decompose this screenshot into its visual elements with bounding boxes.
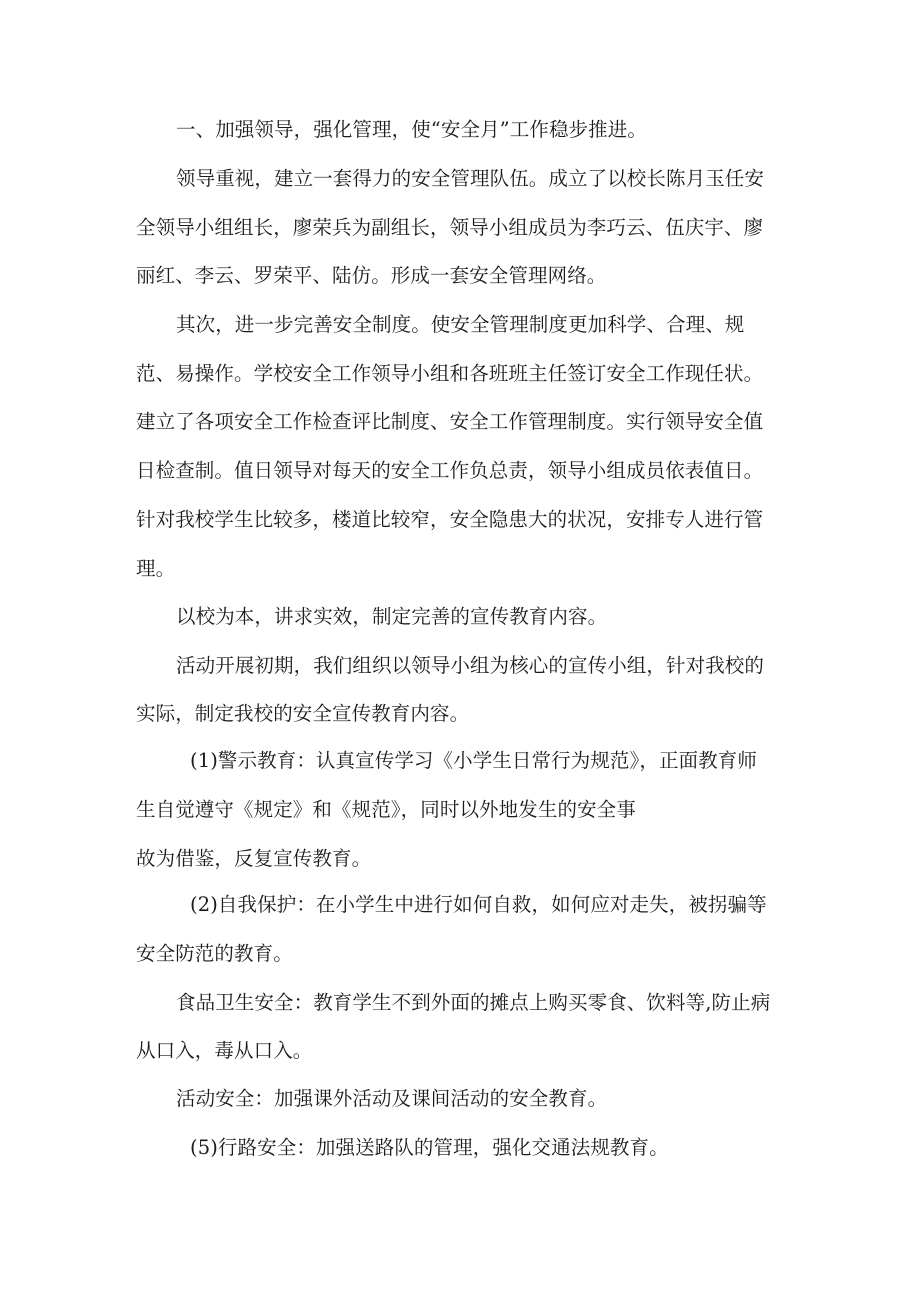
paragraph-line: 针对我校学生比较多，楼道比较窄，安全隐患大的状况，安排专人进行管 [136,508,764,531]
paragraph-line: 其次，进一步完善安全制度。使安全管理制度更加科学、合理、规 [176,313,745,336]
list-item-line: (1)警示教育：认真宣传学习《小学生日常行为规范》，正面教育师 [190,749,757,772]
list-item-line: (2)自我保护：在小学生中进行如何自救，如何应对走失，被拐骗等 [190,893,767,916]
paragraph-line: 从口入，毒从口入。 [136,1039,313,1062]
list-item-line: 食品卫生安全：教育学生不到外面的摊点上购买零食、饮料等,防止病 [176,991,771,1014]
list-item-line: (5)行路安全：加强送路队的管理，强化交通法规教育。 [190,1136,669,1159]
paragraph-line: 实际，制定我校的安全宣传教育内容。 [136,702,470,725]
paragraph-line: 理。 [136,557,176,580]
heading-line: 一、加强领导，强化管理，使“安全月”工作稳步推进。 [176,118,647,141]
paragraph-line: 故为借鉴，反复宣传教育。 [136,847,372,870]
paragraph-line: 丽红、李云、罗荣平、陆仿。形成一套安全管理网络。 [136,264,607,287]
heading-line: 以校为本，讲求实效，制定完善的宣传教育内容。 [176,605,608,628]
paragraph-line: 建立了各项安全工作检查评比制度、安全工作管理制度。实行领导安全值 [136,410,764,433]
paragraph-line: 生自觉遵守《规定》和《规范》，同时以外地发生的安全事 [136,798,636,821]
paragraph-line: 安全防范的教育。 [136,942,293,965]
paragraph-line: 领导重视，建立一套得力的安全管理队伍。成立了以校长陈月玉任安 [176,167,765,190]
list-item-line: 活动安全：加强课外活动及课间活动的安全教育。 [176,1087,608,1110]
paragraph-line: 日检查制。值日领导对每天的安全工作负总责，领导小组成员依表值日。 [136,459,764,482]
paragraph-line: 全领导小组组长，廖荣兵为副组长，领导小组成员为李巧云、伍庆宇、廖 [136,216,764,239]
paragraph-line: 活动开展初期，我们组织以领导小组为核心的宣传小组，针对我校的 [176,654,765,677]
paragraph-line: 范、易操作。学校安全工作领导小组和各班班主任签订安全工作现任状。 [136,362,764,385]
